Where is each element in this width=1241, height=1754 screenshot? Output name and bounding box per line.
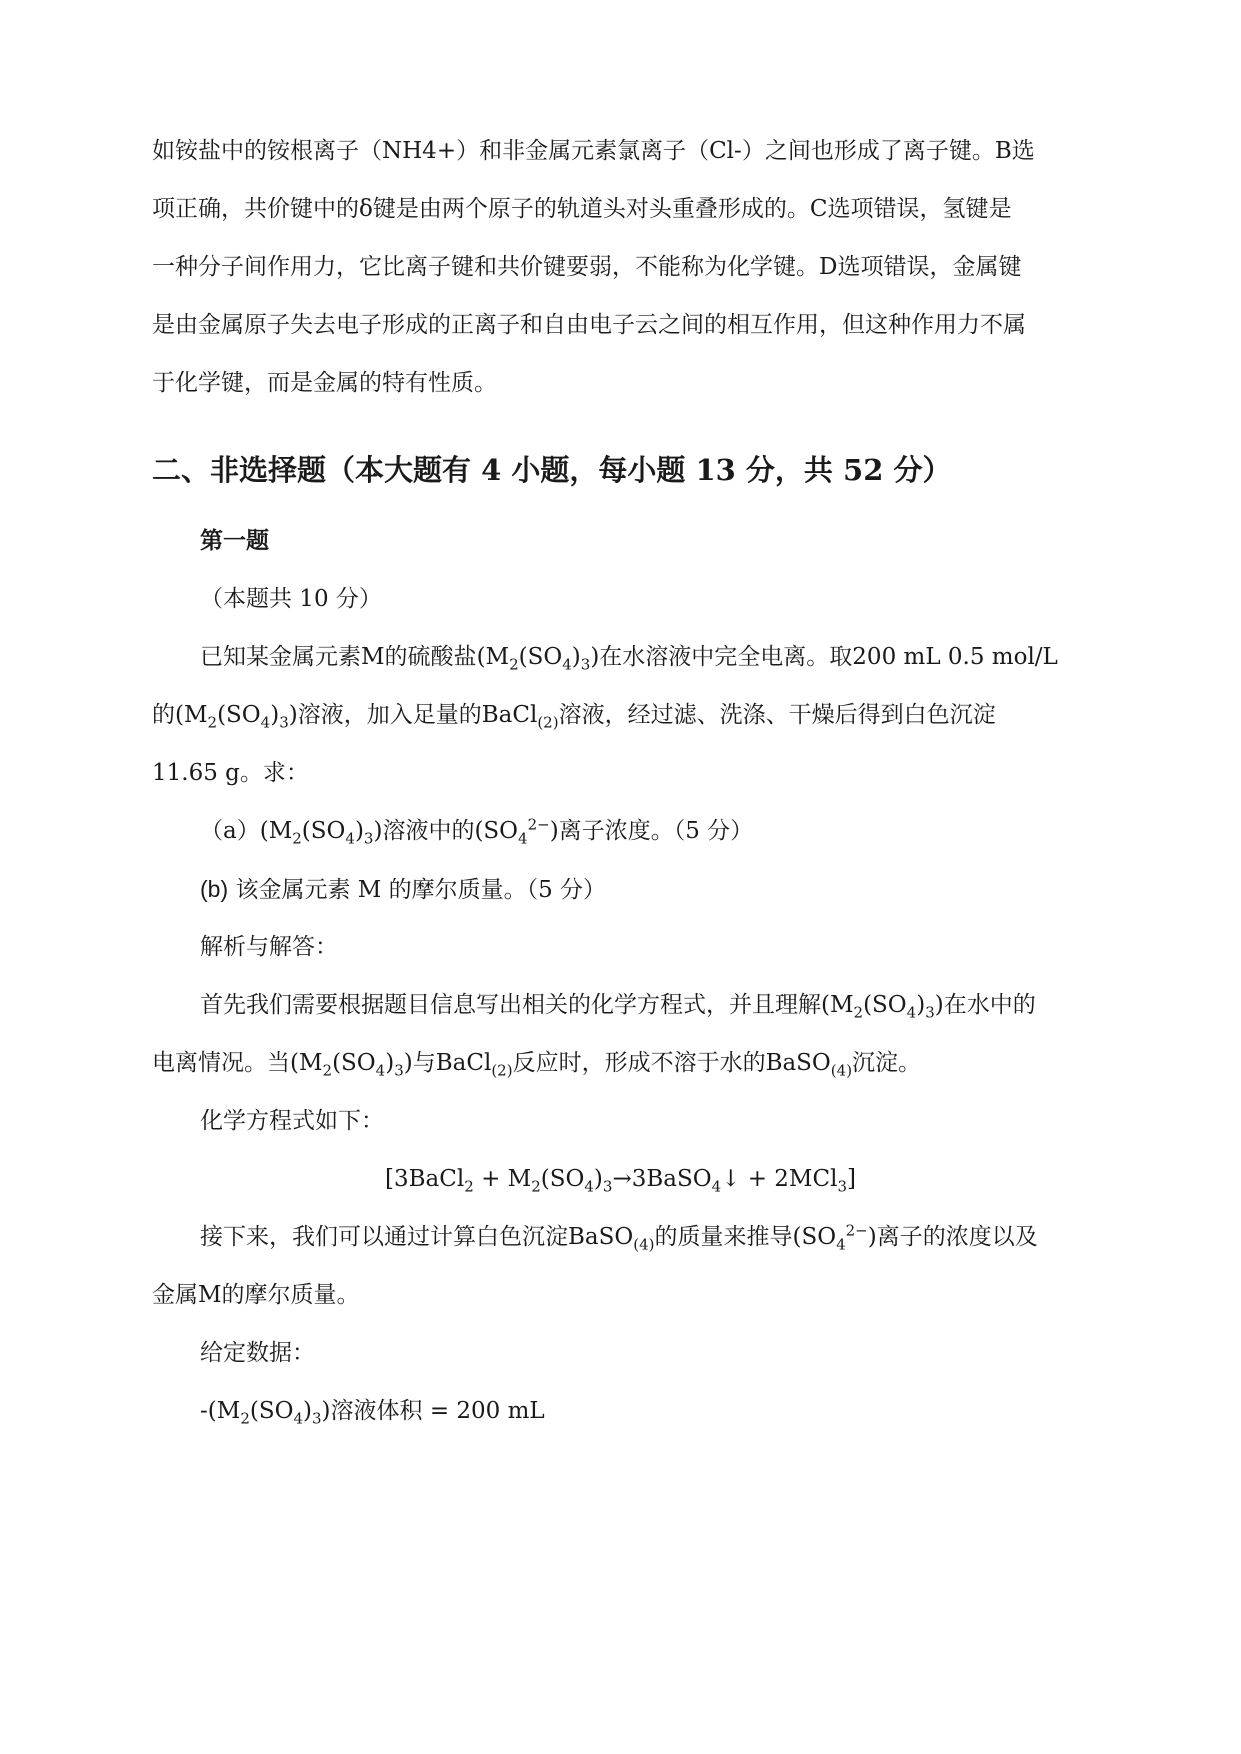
next-text-1c: 离子的浓度以及 [876,1224,1038,1250]
solution-line-2 [152,1048,921,1078]
formula-subscript-4: (4) [830,1061,853,1080]
formula-sulfate-ion: $(SO_4^{2-})$ [792,1221,877,1254]
sub-question-b-label: (b) [200,876,229,902]
formula-m2so43: $(M_2(SO_4)_3)$ [821,992,944,1022]
formula-m2so43: $(M_2(SO_4)_3)$ [476,644,600,674]
formula-subscript-4: (4) [633,1235,655,1254]
solution-next-line-2: 金属M的摩尔质量。 [152,1282,360,1308]
formula-m2so43: $(M_2(SO_4)_3)$ [259,818,383,848]
question-stem-line-1 [200,642,1058,672]
sub-question-a-text: 溶液中的 [382,818,475,844]
formula-m2so43: $(M_2(SO_4)_3)$ [290,1050,413,1080]
solution-title: 解析与解答： [200,934,338,960]
sub-question-a-text-2: 离子浓度。（5 分） [558,818,754,844]
sub-question-b-text: 该金属元素 M 的摩尔质量。（5 分） [235,877,607,903]
solution-text-1b: 在水中的 [943,992,1036,1018]
stem-text-3: 的 [152,702,175,728]
question-stem-line-2 [152,700,996,730]
intro-line-1: 如铵盐中的铵根离子（NH4+）和非金属元素氯离子（Cl-）之间也形成了离子键。B选 [152,138,1035,164]
solution-next-line-1 [200,1222,1038,1252]
stem-text-5: 溶液，经过滤、洗涤、干燥后得到白色沉淀 [558,702,996,728]
solution-text-2c: 反应时，形成不溶于水的BaSO [512,1050,831,1076]
question-score: （本题共 10 分） [200,586,382,612]
section-title: 二、非选择题（本大题有 4 小题，每小题 13 分，共 52 分） [152,453,952,487]
formula-sulfate-ion: $(SO_4^{2-})$ [474,815,559,848]
next-text-1b: 的质量来推导 [654,1224,793,1250]
solution-text-1a: 首先我们需要根据题目信息写出相关的化学方程式，并且理解 [200,992,821,1018]
stem-text-2: 在水溶液中完全电离。取200 mL 0.5 mol/L [599,644,1058,670]
given-data-title: 给定数据： [200,1340,315,1366]
intro-line-5: 于化学键，而是金属的特有性质。 [152,370,497,396]
intro-line-2: 项正确，共价键中的δ键是由两个原子的轨道头对头重叠形成的。C选项错误，氢键是 [152,196,1012,222]
stem-text-4: 溶液，加入足量的BaCl [297,702,538,728]
formula-m2so43: $(M_2(SO_4)_3)$ [207,1398,331,1428]
formula-subscript-2: (2) [537,713,559,732]
given-volume: $-(M_2(SO_4)_3)$溶液体积 = 200 mL [200,1398,545,1428]
solution-text-2d: 沉淀。 [852,1050,922,1076]
question-title: 第一题 [200,527,269,554]
intro-line-3: 一种分子间作用力，它比离子键和共价键要弱，不能称为化学键。D选项错误，金属键 [152,254,1022,280]
given-volume-text: 溶液体积 = 200 mL [330,1398,545,1424]
sub-question-a-label: （a） [200,818,260,844]
next-text-1a: 接下来，我们可以通过计算白色沉淀BaSO [200,1224,634,1250]
formula-subscript-2: (2) [491,1061,513,1080]
equation-intro: 化学方程式如下： [200,1108,384,1134]
chemical-equation: [3BaCl$_2$ + $M_2(SO_4)_3\to 3BaSO_4↓ + 2MCl_3$] [385,1166,856,1196]
solution-text-2b: 与BaCl [412,1050,492,1076]
stem-text-1: 已知某金属元素M的硫酸盐 [200,644,477,670]
question-stem-line-3: 11.65 g。求： [152,760,309,786]
formula-m2so43: $(M_2(SO_4)_3)$ [175,702,298,732]
intro-line-4: 是由金属原子失去电子形成的正离子和自由电子云之间的相互作用，但这种作用力不属 [152,312,1026,338]
sub-question-b [200,874,606,905]
solution-text-2a: 电离情况。当 [152,1050,290,1076]
sub-question-a [200,816,753,846]
solution-line-1 [200,990,1036,1020]
